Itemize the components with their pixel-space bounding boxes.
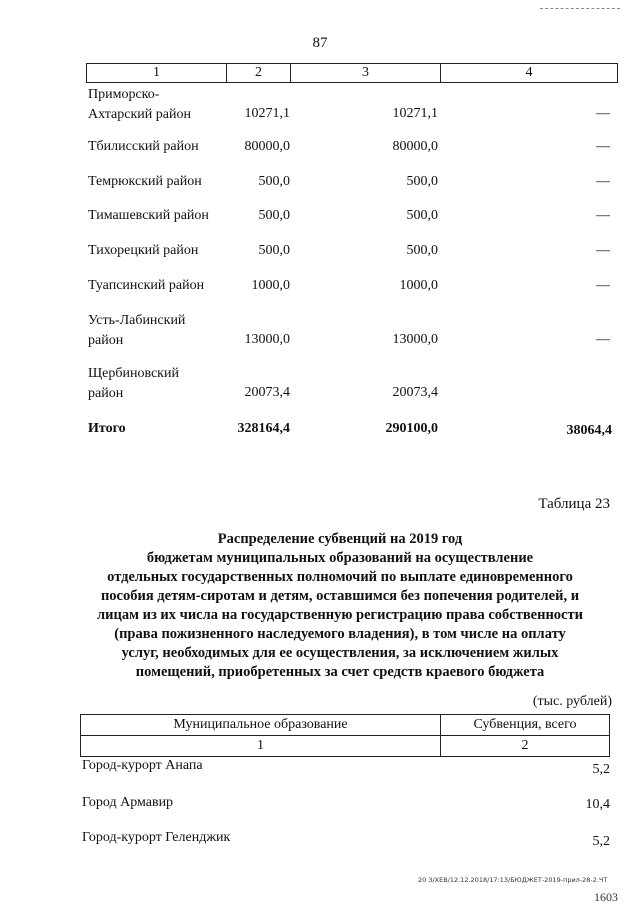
table1-row-c2: 13000,0 [244,332,290,347]
table1-row-c2: 500,0 [258,174,290,189]
table1-row-c3: 500,0 [406,174,438,189]
table1-row-c2: 500,0 [258,208,290,223]
table1-row-c4: — [596,174,610,189]
table1-row-name: Тихорецкий район [88,243,199,258]
table1-row-c2: 1000,0 [251,278,290,293]
table-title: Распределение субвенций на 2019 год бюджетам муниципальных образований на осуществление отдельных государственных полномочий по выплате единовременного пособия детям-сиротам и детям, оставшимся без попечения родителей, и лицам из их числа на государственную регистрацию права собственности (права пожизненного наследуемого владения), в том числе на оплату услуг, необходимых для ее осуществления, за исключением жилых помещений, приобретенных за счет средств краевого бюджета [97,531,583,680]
table2-header-num1: 1 [81,736,441,756]
table2-header [80,714,610,757]
table1-header-col2: 2 [227,64,291,82]
table1-header-col1: 1 [87,64,227,82]
table2-row-value: 5,2 [592,834,610,849]
table1-row-c4: — [596,208,610,223]
table-label: Таблица 23 [538,496,610,512]
table1-total-c2: 328164,4 [237,421,290,436]
table1-row-c2: 20073,4 [244,385,290,400]
table1-header-col3: 3 [291,64,441,82]
table1-row-c3: 500,0 [406,208,438,223]
table1-row-c3: 20073,4 [392,385,438,400]
table1-row-name: Темрюкский район [88,174,202,189]
table1-row-c3: 80000,0 [392,139,438,154]
table2-row-name: Город-курорт Геленджик [82,830,231,845]
table1-header-col4: 4 [525,65,533,80]
table1-total-c4: 38064,4 [566,423,612,438]
table1-row-c3: 10271,1 [392,106,438,121]
table2-row-name: Город Армавир [82,795,174,810]
page-number: 87 [312,35,328,51]
table2-header-num2: 2 [521,738,529,753]
table2-header-col1: Муниципальное образование [81,715,441,735]
table1-row-c2: 500,0 [258,243,290,258]
table1-row-name: Тбилисский район [88,139,199,154]
table1-row-name: Усть-Лабинский район [88,313,186,348]
table2-row-name: Город-курорт Анапа [82,758,203,773]
footer-file-ref: 20 3/ХЕВ/12.12.2018/17:13/БЮДЖЕТ-2019-прил-28-2.ЧТ [418,876,608,884]
page-stamp: 1603 [594,890,618,904]
table2-row-value: 5,2 [592,762,610,777]
table1-total-label: Итого [88,421,126,436]
table1-row-c4: — [596,106,610,121]
table2-row-value: 10,4 [585,797,610,812]
table1-row-c4: — [596,332,610,347]
table1-row-c4: — [596,278,610,293]
table1-row-name: Туапсинский район [88,278,205,293]
units-label: (тыс. рублей) [532,694,612,709]
table1-row-name: Приморско- Ахтарский район [88,87,191,122]
top-dashed-line [540,8,620,9]
table1-row-c3: 13000,0 [392,332,438,347]
table1-total-c3: 290100,0 [385,421,438,436]
table1-header [86,63,618,83]
table1-row-c2: 80000,0 [244,139,290,154]
table2-header-col2: Субвенция, всего [473,717,577,732]
table1-row-c4: — [596,139,610,154]
table1-row-c3: 1000,0 [399,278,438,293]
table1-row-c2: 10271,1 [244,106,290,121]
table1-row-c4: — [596,243,610,258]
table1-row-c3: 500,0 [406,243,438,258]
table1-row-name: Тимашевский район [88,208,209,223]
table1-row-name: Щербиновский район [88,366,179,401]
